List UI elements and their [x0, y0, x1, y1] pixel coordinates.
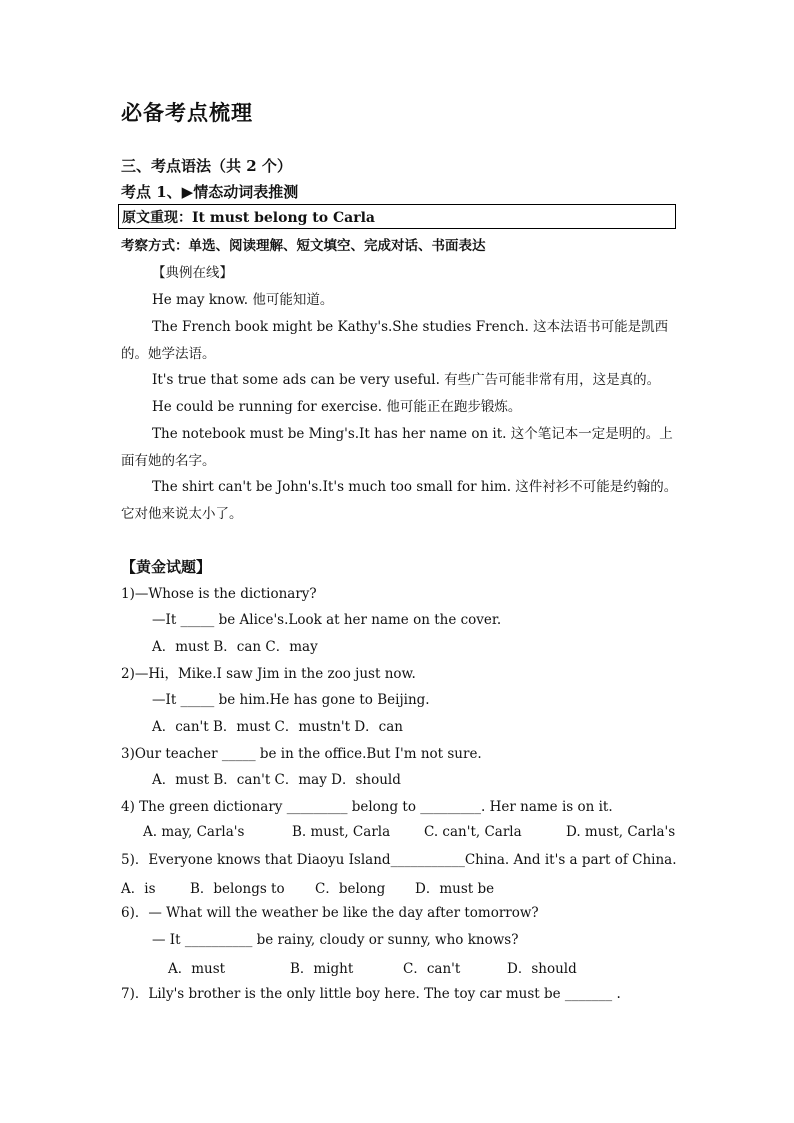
- question-line: — It __________ be rainy, cloudy or sunny, who knows?: [152, 932, 519, 948]
- question-line: 1)—Whose is the dictionary?: [121, 586, 317, 602]
- question-line: 2)—Hi，Mike.I saw Jim in the zoo just now.: [121, 666, 416, 682]
- example-line: 它对他来说太小了。: [121, 506, 243, 522]
- option-d: D. must, Carla's: [566, 824, 676, 840]
- example-line: The French book might be Kathy's.She studies French. 这本法语书可能是凯西: [152, 319, 669, 335]
- option-b: B．belongs to: [190, 881, 285, 897]
- example-line: 面有她的名字。: [121, 453, 216, 469]
- question-line: —It _____ be him.He has gone to Beijing.: [152, 692, 430, 708]
- original-text: 原文重现：It must belong to Carla: [122, 210, 375, 226]
- option-a: A. may, Carla's: [143, 824, 245, 840]
- example-line: The shirt can't be John's.It's much too small for him. 这件衬衫不可能是约翰的。: [152, 479, 678, 495]
- point-heading: 考点 1、▶情态动词表推测: [121, 183, 299, 201]
- example-line: He could be running for exercise. 他可能正在跑步锻炼。: [152, 399, 522, 415]
- option-b: B．might: [290, 961, 354, 977]
- option-d: D．must be: [415, 881, 495, 897]
- question-line: 3)Our teacher _____ be in the office.But I'm not sure.: [121, 746, 482, 762]
- options-line: A．must B．can C．may: [152, 639, 318, 655]
- question-line: 7)．Lily's brother is the only little boy here. The toy car must be _______ .: [121, 986, 621, 1002]
- gold-title: 【黄金试题】: [121, 558, 212, 576]
- example-line: The notebook must be Ming's.It has her name on it. 这个笔记本一定是明的。上: [152, 426, 673, 442]
- page-title: 必备考点梳理: [121, 100, 253, 125]
- option-a: A．is: [121, 881, 156, 897]
- option-c: C．belong: [315, 881, 386, 897]
- option-b: B. must, Carla: [292, 824, 391, 840]
- option-a: A．must: [168, 961, 226, 977]
- options-line: A．must B．can't C．may D．should: [152, 772, 401, 788]
- option-c: C．can't: [403, 961, 461, 977]
- option-d: D．should: [507, 961, 577, 977]
- example-line: 的。她学法语。: [121, 346, 216, 362]
- option-c: C. can't, Carla: [424, 824, 522, 840]
- methods-text: 考察方式：单选、阅读理解、短文填空、完成对话、书面表达: [121, 238, 486, 254]
- question-line: 4) The green dictionary _________ belong to _________. Her name is on it.: [121, 799, 613, 815]
- example-line: It's true that some ads can be very useful. 有些广告可能非常有用，这是真的。: [152, 372, 661, 388]
- examples-title: 【典例在线】: [152, 265, 233, 281]
- question-line: 6)．— What will the weather be like the day after tomorrow?: [121, 905, 539, 921]
- question-line: 5)．Everyone knows that Diaoyu Island___________China. And it's a part of China.: [121, 852, 677, 868]
- options-line: A．can't B．must C．mustn't D．can: [152, 719, 403, 735]
- section-heading: 三、考点语法（共 2 个）: [121, 157, 292, 175]
- example-line: He may know. 他可能知道。: [152, 292, 334, 308]
- question-line: —It _____ be Alice's.Look at her name on the cover.: [152, 612, 502, 628]
